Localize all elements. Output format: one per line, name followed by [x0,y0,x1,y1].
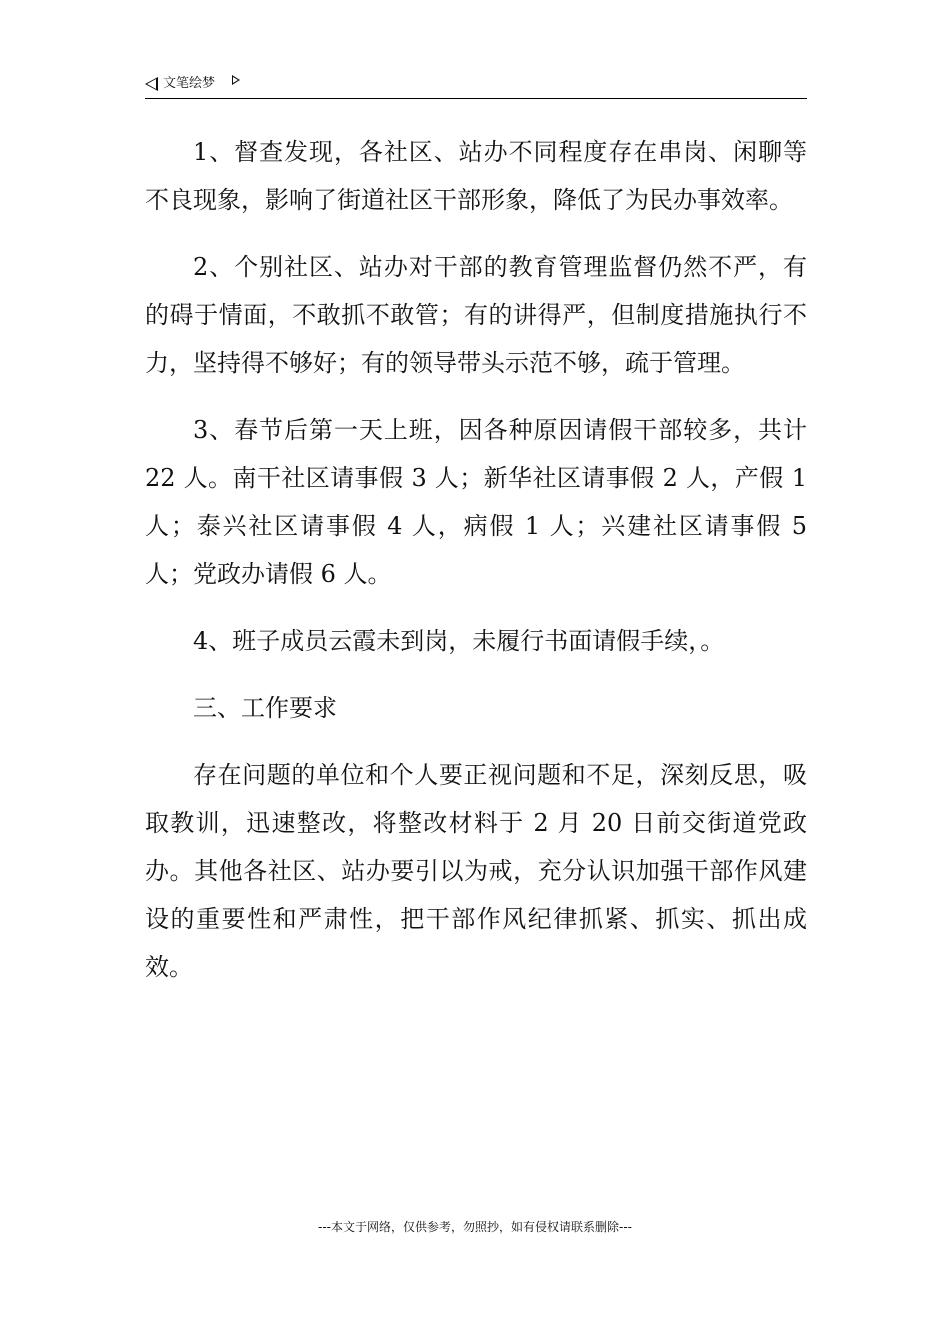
paragraph-4: 4、班子成员云霞未到岗，未履行书面请假手续，。 [193,627,725,655]
paragraph-5: 存在问题的单位和个人要正视问题和不足，深刻反思，吸取教训，迅速整改，将整改材料于 2 月 20 日前交街道党政办。其他各社区、站办要引以为戒，充分认识加强干部作风建设的重要性和严肃性，把干部作风纪律抓紧、抓实、抓出成效。 [145,761,807,981]
page-header [145,72,807,99]
paragraph-2: 2、个别社区、站办对干部的教育管理监督仍然不严，有的碍于情面，不敢抓不敢管；有的讲得严，但制度措施执行不力，坚持得不够好；有的领导带头示范不够，疏于管理。 [145,253,807,377]
paragraph-3: 3、春节后第一天上班，因各种原因请假干部较多，共计 22 人。南干社区请事假 3 人；新华社区请事假 2 人，产假 1 人；泰兴社区请事假 4 人，病假 1 人；兴建社区请事假 5 人；党政办请假 6 人。 [145,416,807,588]
page-footer: ---本文于网络，仅供参考，勿照抄，如有侵权请联系删除--- [318,1220,632,1234]
left-triangle-icon [145,77,158,91]
document-body [145,128,807,1010]
right-triangle-icon [232,75,240,85]
section-heading: 三、工作要求 [193,694,337,722]
paragraph-1: 1、督查发现，各社区、站办不同程度存在串岗、闲聊等不良现象，影响了街道社区干部形象，降低了为民办事效率。 [145,138,807,214]
header-title: 文笔绘梦 [163,76,216,91]
